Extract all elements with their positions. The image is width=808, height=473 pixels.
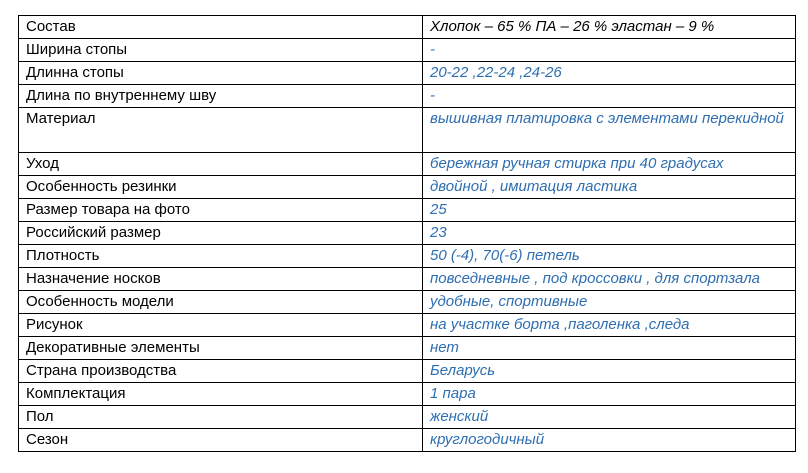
spec-label: Размер товара на фото xyxy=(19,199,423,222)
spec-label: Материал xyxy=(19,108,423,153)
spec-label: Длинна стопы xyxy=(19,62,423,85)
spec-row-inseam xyxy=(19,85,796,108)
spec-value: повседневные , под кроссовки , для спортзала xyxy=(423,268,796,291)
spec-row-density xyxy=(19,245,796,268)
spec-row-russian-size xyxy=(19,222,796,245)
product-spec-table xyxy=(18,15,796,452)
spec-value: бережная ручная стирка при 40 градусах xyxy=(423,153,796,176)
spec-value: 25 xyxy=(423,199,796,222)
spec-value: 50 (-4), 70(-6) петель xyxy=(423,245,796,268)
spec-row-pattern xyxy=(19,314,796,337)
spec-label: Рисунок xyxy=(19,314,423,337)
spec-label: Особенность резинки xyxy=(19,176,423,199)
spec-value: - xyxy=(423,85,796,108)
spec-value: двойной , имитация ластика xyxy=(423,176,796,199)
spec-row-care xyxy=(19,153,796,176)
spec-label: Ширина стопы xyxy=(19,39,423,62)
spec-value: 23 xyxy=(423,222,796,245)
spec-row-material xyxy=(19,108,796,153)
spec-label: Российский размер xyxy=(19,222,423,245)
spec-row-composition xyxy=(19,16,796,39)
spec-row-photo-size xyxy=(19,199,796,222)
spec-value: круглогодичный xyxy=(423,429,796,452)
spec-label: Комплектация xyxy=(19,383,423,406)
spec-label: Состав xyxy=(19,16,423,39)
spec-label: Страна производства xyxy=(19,360,423,383)
spec-row-foot-width xyxy=(19,39,796,62)
spec-row-package xyxy=(19,383,796,406)
spec-value: удобные, спортивные xyxy=(423,291,796,314)
spec-row-model-feature xyxy=(19,291,796,314)
spec-value: женский xyxy=(423,406,796,429)
spec-label: Декоративные элементы xyxy=(19,337,423,360)
spec-row-elastic xyxy=(19,176,796,199)
spec-value: на участке борта ,паголенка ,следа xyxy=(423,314,796,337)
spec-row-gender xyxy=(19,406,796,429)
spec-label: Плотность xyxy=(19,245,423,268)
spec-row-purpose xyxy=(19,268,796,291)
spec-value: вышивная платировка с элементами перекидной xyxy=(423,108,796,153)
spec-value: нет xyxy=(423,337,796,360)
spec-label: Длина по внутреннему шву xyxy=(19,85,423,108)
spec-row-country xyxy=(19,360,796,383)
spec-value: 1 пара xyxy=(423,383,796,406)
spec-row-foot-length xyxy=(19,62,796,85)
spec-value: Хлопок – 65 % ПА – 26 % эластан – 9 % xyxy=(423,16,796,39)
spec-label: Назначение носков xyxy=(19,268,423,291)
spec-value: Беларусь xyxy=(423,360,796,383)
spec-label: Особенность модели xyxy=(19,291,423,314)
spec-label: Пол xyxy=(19,406,423,429)
spec-value: - xyxy=(423,39,796,62)
spec-row-season xyxy=(19,429,796,452)
spec-value: 20-22 ,22-24 ,24-26 xyxy=(423,62,796,85)
spec-row-decorative xyxy=(19,337,796,360)
spec-label: Уход xyxy=(19,153,423,176)
spec-label: Сезон xyxy=(19,429,423,452)
